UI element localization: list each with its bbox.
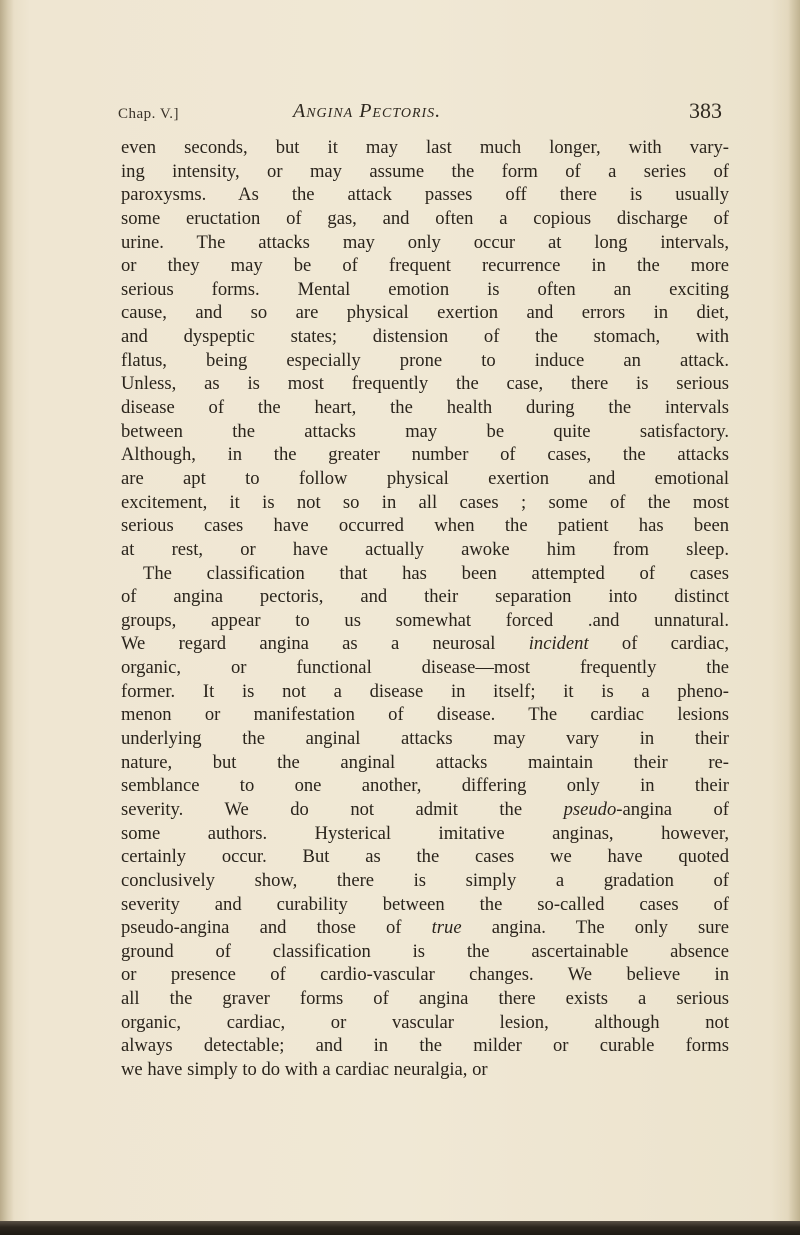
text-line: organic, or functional disease—most frequently the [121, 657, 729, 679]
binding-shadow [0, 0, 14, 1235]
chapter-label: Chap. V.] [118, 106, 180, 122]
text-line: some eructation of gas, and often a copious discharge of [121, 207, 729, 229]
text-line: some authors. Hysterical imitative anginas, however, [121, 822, 729, 844]
text-line: disease of the heart, the health during the intervals [121, 397, 729, 419]
text-line: urine. The attacks may only occur at long intervals, [121, 231, 729, 253]
text-line: menon or manifestation of disease. The cardiac lesions [121, 704, 729, 726]
text-line: certainly occur. But as the cases we have quoted [121, 846, 729, 868]
text-line: organic, cardiac, or vascular lesion, although not [121, 1011, 729, 1033]
bottom-edge [0, 1221, 800, 1235]
text-line: of angina pectoris, and their separation into distinct [121, 586, 729, 608]
text-line: cause, and so are physical exertion and errors in diet, [121, 302, 729, 324]
text-line: Although, in the greater number of cases, the attacks [121, 444, 729, 466]
text-line: even seconds, but it may last much longer, with vary- [121, 137, 729, 158]
page-number: 383 [689, 98, 722, 123]
text-line: or presence of cardio-vascular changes. We believe in [121, 964, 729, 986]
text-line: former. It is not a disease in itself; it is a pheno- [121, 680, 729, 702]
text-line: paroxysms. As the attack passes off there is usually [121, 184, 729, 206]
italic-word: pseudo- [563, 798, 623, 820]
text-line: groups, appear to us somewhat forced .and unnatural. [121, 609, 729, 631]
text-line: at rest, or have actually awoke him from sleep. [121, 538, 729, 560]
text-line: nature, but the anginal attacks maintain their re- [121, 751, 729, 773]
text-line: serious forms. Mental emotion is often an exciting [121, 278, 729, 300]
page-edge [788, 0, 800, 1235]
text-line: and dyspeptic states; distension of the stomach, with [121, 326, 729, 348]
text-line: or they may be of frequent recurrence in the more [121, 255, 729, 277]
text-line: we have simply to do with a cardiac neuralgia, or [121, 1058, 488, 1080]
text-line: The classification that has been attempted of cases [143, 562, 729, 584]
text-line: We regard angina as a neurosal incident of cardiac, [121, 633, 729, 655]
text-line: flatus, being especially prone to induce an attack. [121, 349, 729, 371]
text-line: conclusively show, there is simply a gradation of [121, 869, 729, 891]
running-title: Angina Pectoris. [293, 100, 442, 122]
running-head [118, 96, 730, 132]
text-line: excitement, it is not so in all cases ; some of the most [121, 491, 729, 513]
text-line: all the graver forms of angina there exists a serious [121, 988, 729, 1010]
text-line: serious cases have occurred when the patient has been [121, 515, 729, 537]
text-line: are apt to follow physical exertion and emotional [121, 467, 729, 489]
text-line: Unless, as is most frequently the case, there is serious [121, 373, 729, 395]
text-line: always detectable; and in the milder or curable forms [121, 1035, 729, 1057]
text-line: severity and curability between the so-called cases of [121, 893, 729, 915]
text-line: ing intensity, or may assume the form of a series of [121, 160, 729, 182]
italic-word: incident [528, 633, 589, 655]
text-line: severity. We do not admit the pseudo-angina of [121, 798, 729, 820]
text-line: underlying the anginal attacks may vary in their [121, 728, 729, 750]
text-line: pseudo-angina and those of true angina. The only sure [121, 917, 729, 939]
body-text [121, 136, 729, 1082]
text-line: ground of classification is the ascertainable absence [121, 940, 729, 962]
text-line: semblance to one another, differing only in their [121, 775, 729, 797]
italic-word: true [431, 917, 462, 939]
text-line: between the attacks may be quite satisfactory. [121, 420, 729, 442]
